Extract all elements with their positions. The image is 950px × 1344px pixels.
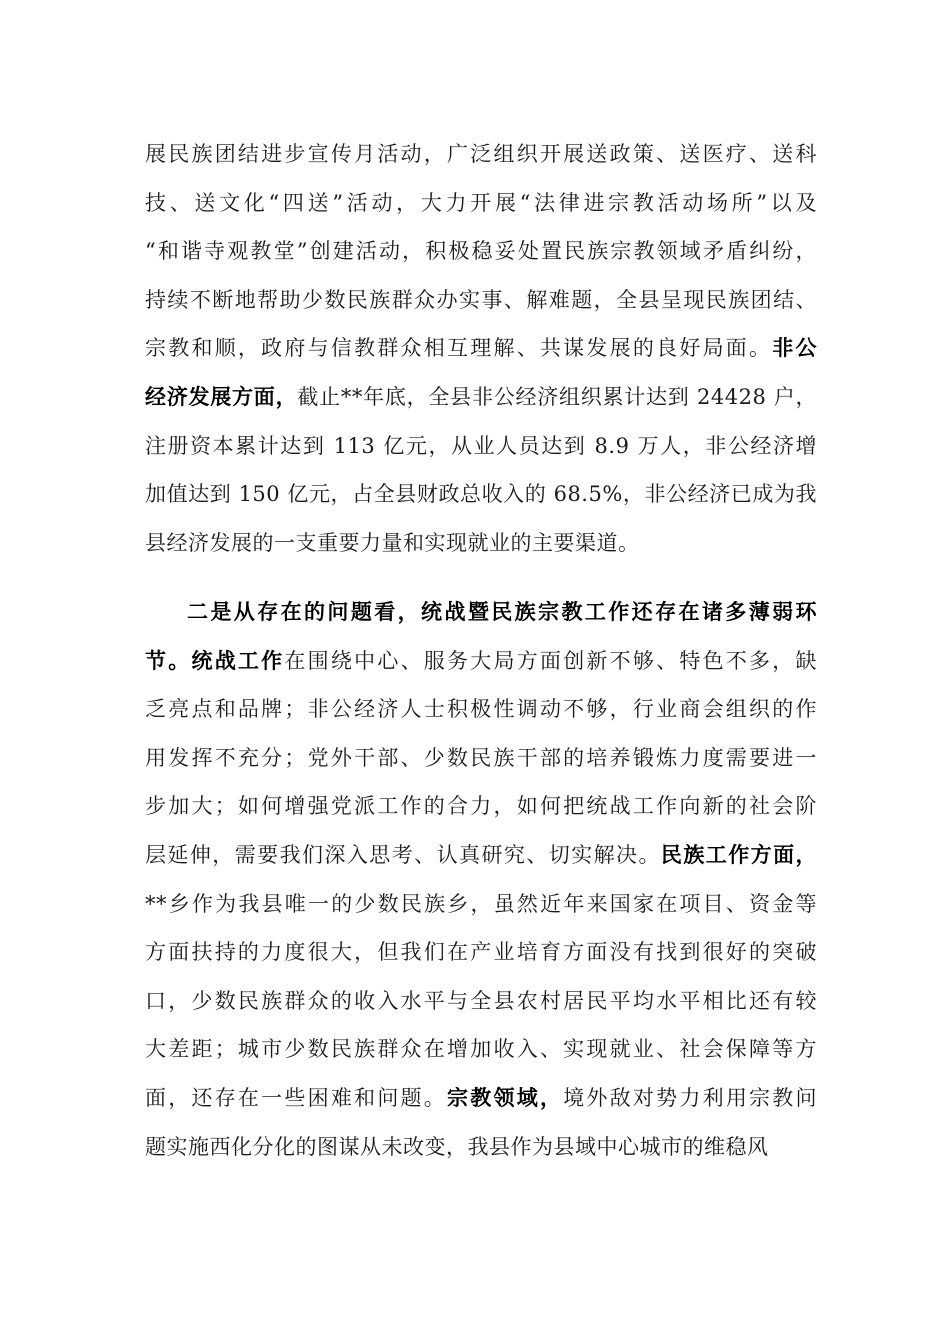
text-line [145, 334, 817, 362]
text-run: 境外敌对势力利用宗教问 [563, 1086, 818, 1110]
text-line [145, 286, 817, 314]
text-run: **乡作为我县唯一的少数民族乡，虽然近年来国家在项目、资金等 [145, 891, 817, 916]
bold-heading-run: 经济发展方面， [145, 384, 298, 409]
text-run: “和谐寺观教堂”创建活动，积极稳妥处置民族宗教领域矛盾纠纷， [145, 239, 817, 264]
text-line [145, 237, 817, 265]
text-line [145, 383, 817, 411]
text-run: 题实施西化分化的图谋从未改变，我县作为县域中心城市的维稳风 [145, 1134, 769, 1159]
text-line [187, 598, 817, 626]
text-line [145, 647, 817, 675]
bold-heading-run: 非公 [772, 335, 817, 361]
text-run: 县经济发展的一支重要力量和实现就业的主要渠道。 [145, 530, 640, 555]
text-run: 大差距；城市少数民族群众在增加收入、实现就业、社会保障等方 [145, 1037, 817, 1062]
text-line [145, 938, 817, 966]
text-run: 方面扶持的力度很大，但我们在产业培育方面没有找到很好的突破 [145, 940, 817, 965]
text-run: 宗教和顺，政府与信教群众相互理解、共谋发展的良好局面。 [145, 336, 773, 361]
text-line [145, 529, 817, 557]
bold-heading-run: 民族工作方面， [660, 842, 818, 867]
text-run: 加值达到 150 亿元，占全县财政总收入的 68.5%，非公经济已成为我 [145, 482, 817, 507]
text-run: 持续不断地帮助少数民族群众办实事、解难题，全县呈现民族团结、 [145, 287, 817, 312]
bold-heading-run: 节。统战工作 [145, 647, 285, 673]
text-line [145, 189, 817, 217]
text-run: 乏亮点和品牌；非公经济人士积极性调动不够，行业商会组织的作 [145, 697, 817, 722]
text-line [145, 890, 817, 918]
bold-heading-run: 宗教领域， [447, 1085, 564, 1110]
text-line [145, 1035, 817, 1063]
bold-heading-run: 二是从存在的问题看，统战暨民族宗教工作还存在诸多薄弱环 [187, 599, 817, 624]
text-line [145, 480, 817, 508]
text-run: 展民族团结进步宣传月活动，广泛组织开展送政策、送医疗、送科 [145, 142, 817, 166]
text-line [145, 841, 817, 869]
text-run: 口，少数民族群众的收入水平与全县农村居民平均水平相比还有较 [145, 988, 817, 1013]
text-line [145, 987, 817, 1015]
text-run: 面，还存在一些困难和问题。 [145, 1086, 448, 1110]
text-line [145, 140, 817, 168]
text-run: 截止**年底，全县非公经济组织累计达到 24428 户， [297, 385, 818, 409]
text-run: 用发挥不充分；党外干部、少数民族干部的培养锻炼力度需要进一 [145, 745, 817, 770]
text-line [145, 695, 817, 723]
text-line [145, 792, 817, 820]
text-run: 技、送文化“四送”活动，大力开展“法律进宗教活动场所”以及 [145, 190, 817, 215]
text-run: 层延伸，需要我们深入思考、认真研究、切实解决。 [145, 843, 661, 867]
text-run: 在围绕中心、服务大局方面创新不够、特色不多，缺 [284, 648, 818, 673]
text-run: 注册资本累计达到 113 亿元，从业人员达到 8.9 万人，非公经济增 [145, 433, 817, 458]
text-line [145, 1133, 817, 1161]
text-line [145, 432, 817, 460]
text-line [145, 1084, 817, 1112]
text-run: 步加大；如何增强党派工作的合力，如何把统战工作向新的社会阶 [145, 794, 817, 819]
text-line [145, 744, 817, 772]
